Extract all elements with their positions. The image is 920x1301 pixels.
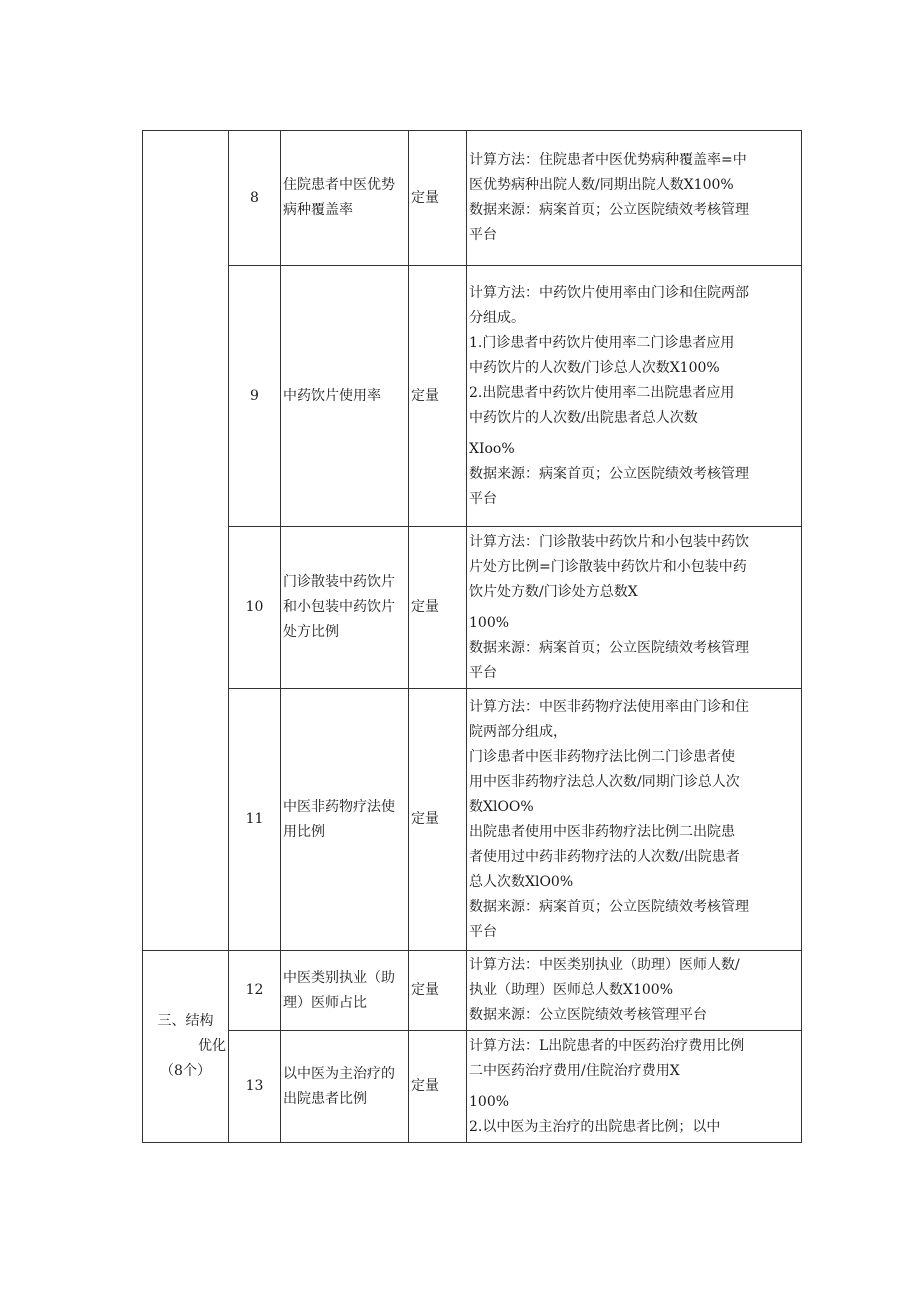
desc-line: 院两部分组成， (469, 723, 567, 740)
desc-line: 门诊患者中医非药物疗法比例二门诊患者使 (469, 748, 735, 765)
desc-line: 计算方法：中医类别执业（助理）医师人数/ (469, 957, 740, 973)
indicator-description (467, 527, 802, 689)
desc-line: 用中医非药物疗法总人次数/同期门诊总人次 (469, 773, 740, 790)
indicator-type: 定量 (409, 131, 467, 266)
table-row (143, 951, 802, 1031)
indicator-name: 门诊散装中药饮片和小包装中药饮片处方比例 (281, 527, 409, 689)
desc-line: 片处方比例=门诊散装中药饮片和小包装中药 (469, 558, 747, 575)
indicator-name: 中医类别执业（助理）医师占比 (281, 951, 409, 1031)
indicator-type: 定量 (409, 1031, 467, 1143)
table-row (143, 689, 802, 951)
indicator-description (467, 266, 802, 527)
row-number: 13 (229, 1031, 281, 1143)
desc-line: 执业（助理）医师总人数X100% (469, 982, 673, 998)
desc-line: 计算方法：L出院患者的中医药治疗费用比例 (469, 1037, 745, 1054)
indicator-type: 定量 (409, 527, 467, 689)
desc-line: 总人次数XlO0% (469, 873, 574, 890)
indicator-type: 定量 (409, 951, 467, 1031)
desc-line: 计算方法：门诊散装中药饮片和小包装中药饮 (469, 533, 749, 550)
desc-line: 计算方法：住院患者中医优势病种覆盖率=中 (469, 152, 747, 168)
desc-line: 平台 (469, 923, 497, 940)
indicator-type: 定量 (409, 266, 467, 527)
desc-line: 100% (469, 614, 510, 631)
desc-line: 数据来源：公立医院绩效考核管理平台 (469, 1007, 707, 1023)
desc-line: 2.以中医为主治疗的出院患者比例；以中 (469, 1118, 721, 1135)
indicator-name: 住院患者中医优势病种覆盖率 (281, 131, 409, 266)
category-label: 优化 (198, 1038, 226, 1054)
desc-line: 计算方法：中药饮片使用率由门诊和住院两部 (469, 284, 749, 301)
desc-line: XIoo% (469, 440, 515, 457)
table-row (143, 527, 802, 689)
desc-line: 二中医药治疗费用/住院治疗费用X (469, 1062, 680, 1079)
category-cell (143, 951, 229, 1143)
desc-line: 1.门诊患者中药饮片使用率二门诊患者应用 (469, 334, 735, 351)
desc-line: 饮片处方数/门诊处方总数X (469, 583, 638, 600)
indicator-type: 定量 (409, 689, 467, 951)
desc-line: 数据来源：病案首页；公立医院绩效考核管理 (469, 202, 749, 218)
indicator-name: 以中医为主治疗的出院患者比例 (281, 1031, 409, 1143)
desc-line: 医优势病种出院人数/同期出院人数X100% (469, 177, 734, 193)
desc-line: 数XlOO% (469, 798, 534, 815)
desc-line: 2.出院患者中药饮片使用率二出院患者应用 (469, 384, 735, 401)
table-row (143, 131, 802, 266)
desc-line: 100% (469, 1093, 510, 1110)
row-number: 8 (229, 131, 281, 266)
desc-line: 平台 (469, 227, 497, 243)
desc-line: 计算方法：中医非药物疗法使用率由门诊和住 (469, 698, 749, 715)
desc-line: 数据来源：病案首页；公立医院绩效考核管理 (469, 639, 749, 656)
indicator-description (467, 131, 802, 266)
indicator-name: 中药饮片使用率 (281, 266, 409, 527)
desc-line: 中药饮片的人次数/出院患者总人次数 (469, 409, 698, 426)
desc-line: 中药饮片的人次数/门诊总人次数X100% (469, 359, 720, 376)
desc-line: 平台 (469, 490, 497, 507)
row-number: 12 (229, 951, 281, 1031)
desc-line: 平台 (469, 664, 497, 681)
desc-line: 分组成。 (469, 309, 525, 326)
row-number: 9 (229, 266, 281, 527)
category-label: 三、结构 (157, 1013, 214, 1029)
category-cell-empty (143, 131, 229, 951)
table-row (143, 266, 802, 527)
desc-line: 出院患者使用中医非药物疗法比例二出院患 (469, 823, 735, 840)
row-number: 11 (229, 689, 281, 951)
desc-line: 者使用过中药非药物疗法的人次数/出院患者 (469, 848, 740, 865)
indicator-description (467, 951, 802, 1031)
indicator-description (467, 1031, 802, 1143)
indicator-name: 中医非药物疗法使用比例 (281, 689, 409, 951)
desc-line: 数据来源：病案首页；公立医院绩效考核管理 (469, 465, 749, 482)
indicator-table (142, 130, 802, 1143)
row-number: 10 (229, 527, 281, 689)
indicator-description (467, 689, 802, 951)
category-count: （8个） (160, 1063, 211, 1079)
desc-line: 数据来源：病案首页；公立医院绩效考核管理 (469, 898, 749, 915)
table-row (143, 1031, 802, 1143)
